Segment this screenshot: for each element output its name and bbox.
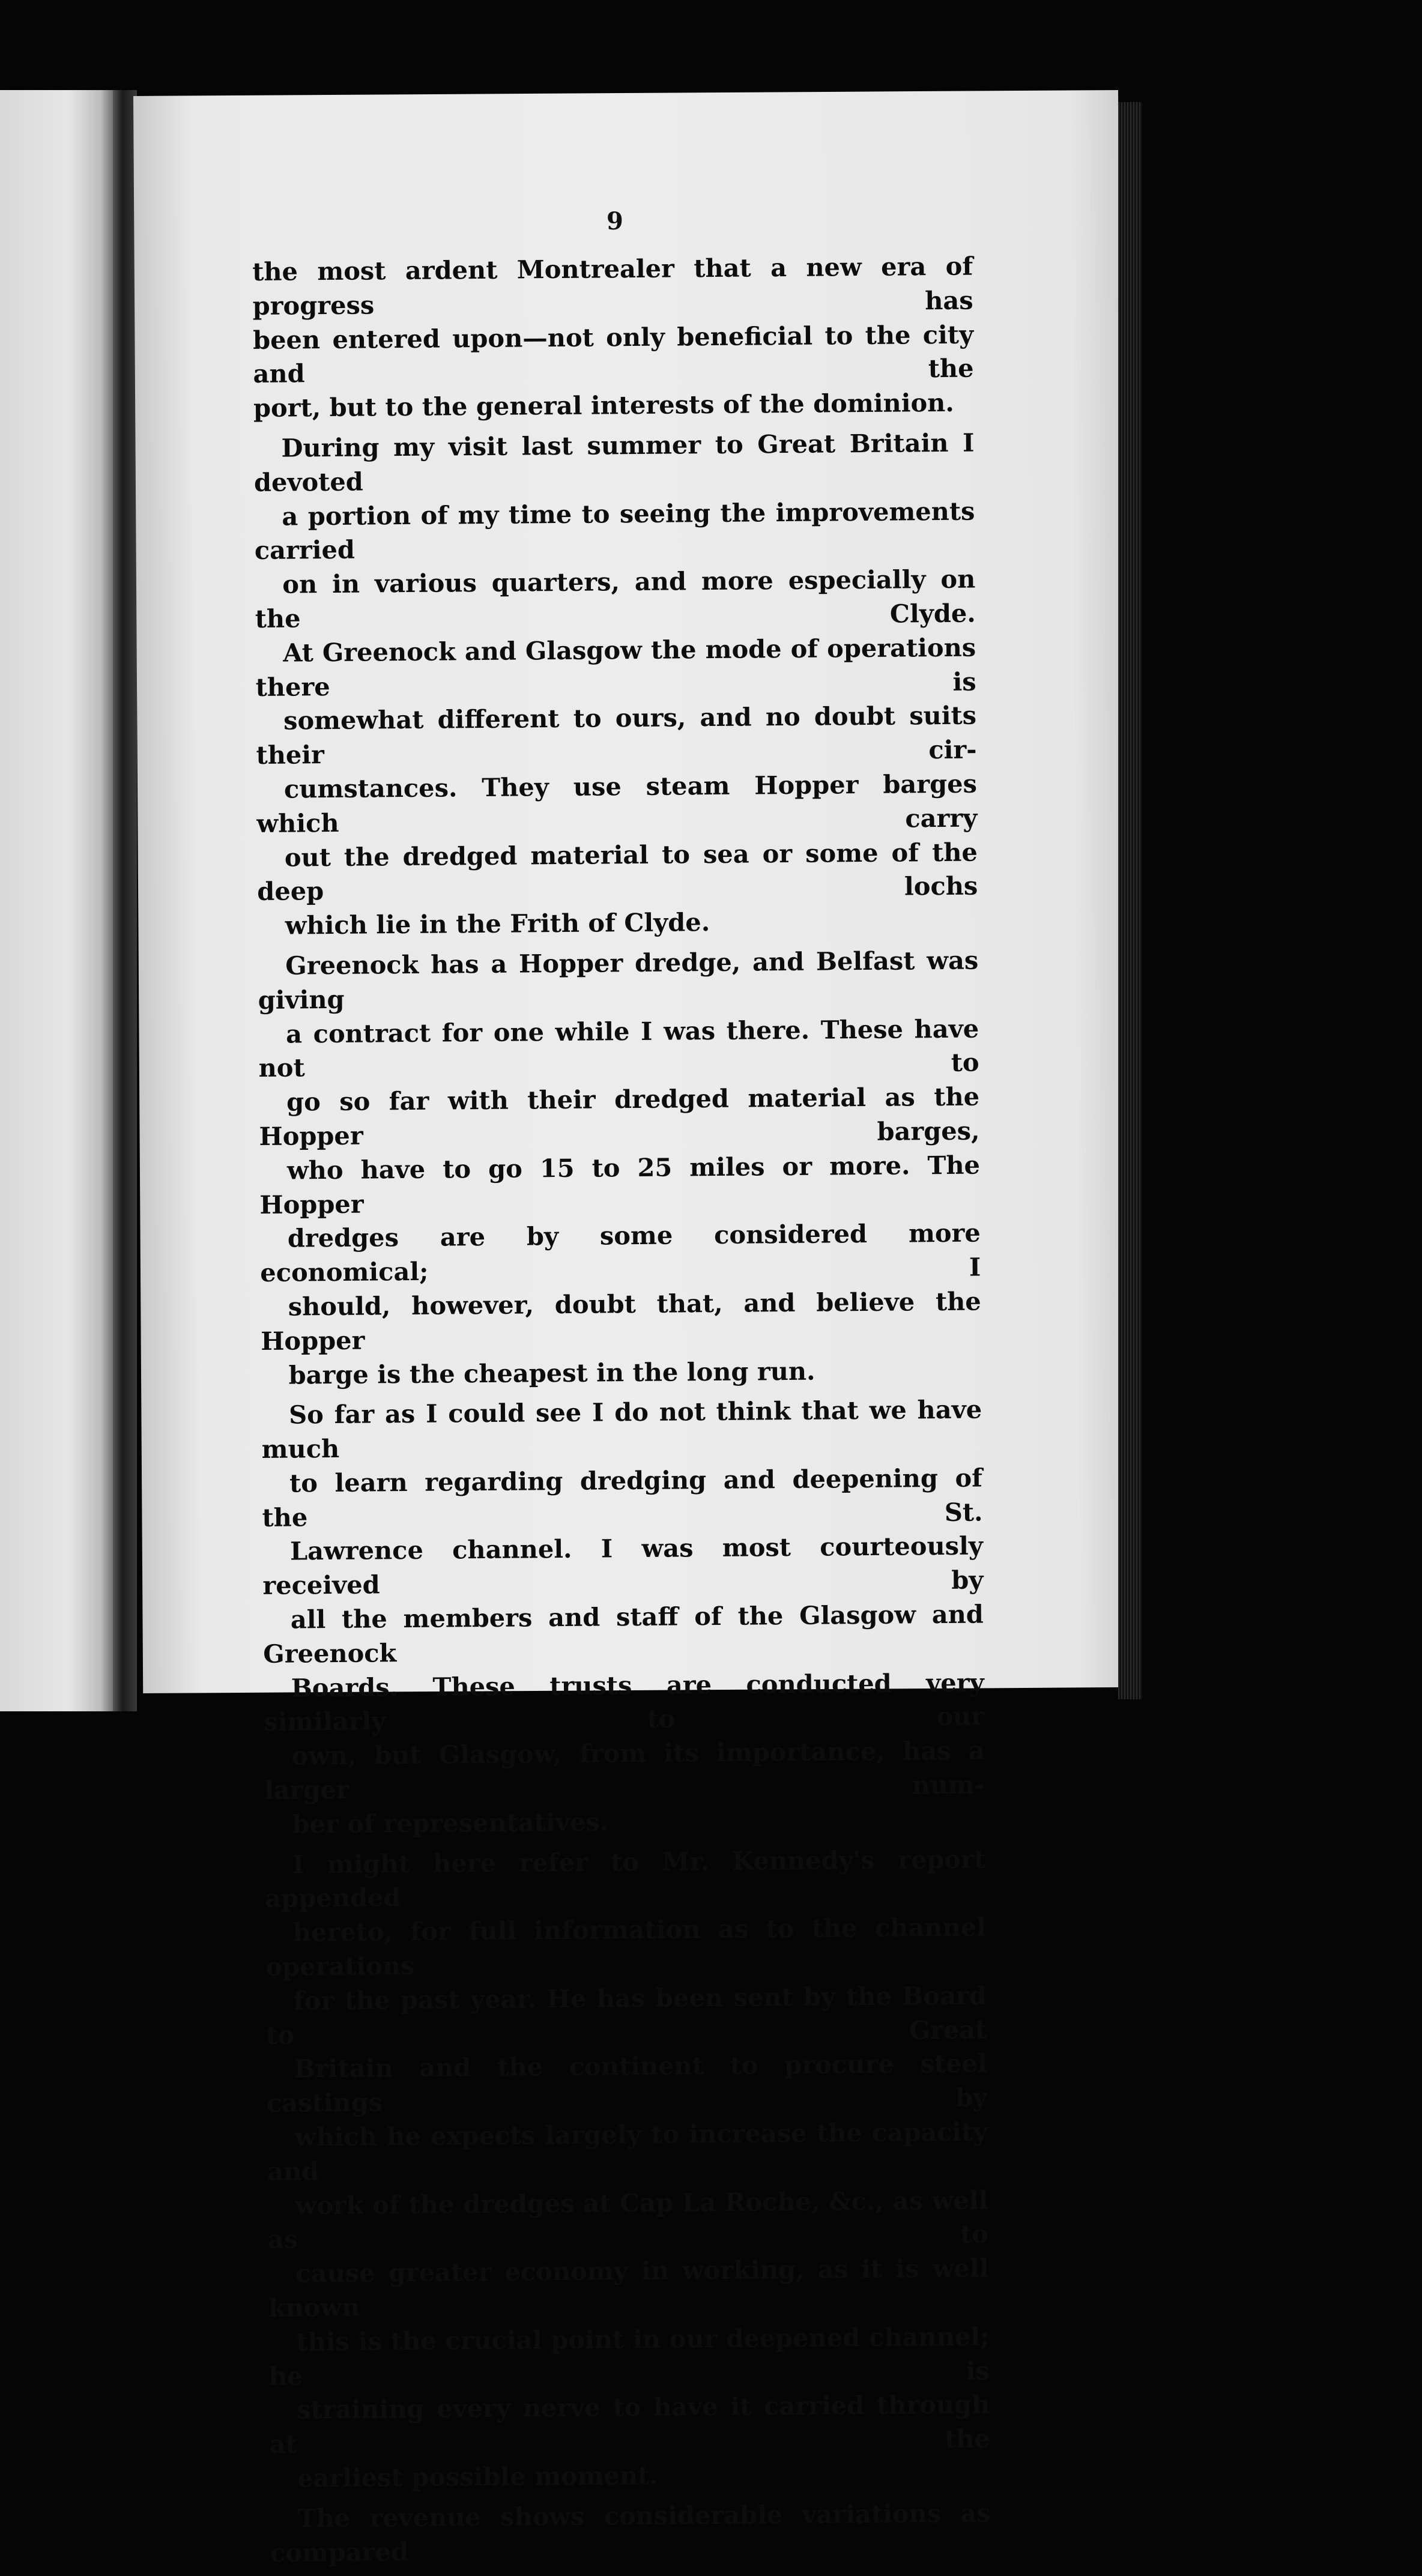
- text-line: cumstances. They use steam Hopper barges which carry: [256, 769, 978, 838]
- paragraph-3: [258, 943, 982, 1392]
- paragraph-5: [265, 1842, 990, 2496]
- left-facing-page: [0, 90, 114, 1711]
- text-line: ber of representatives.: [292, 1807, 609, 1839]
- text-line: work of the dredges at Cap La Roche, &c., as well as to: [267, 2185, 989, 2255]
- book-gutter: [113, 90, 137, 1711]
- text-line: earliest possible moment.: [297, 2460, 658, 2493]
- text-line: port, but to the general interests of the dominion.: [253, 388, 954, 423]
- text-line: straining every nerve to have it carried through at the: [269, 2389, 990, 2460]
- text-line: who have to go 15 to 25 miles or more. The Hopper: [259, 1150, 981, 1220]
- text-line: During my visit last summer to Great Britain I devoted: [253, 428, 975, 497]
- text-line: been entered upon—not only beneficial to the city and the: [252, 319, 974, 389]
- text-line: barge is the cheapest in the long run.: [288, 1356, 815, 1390]
- text-line: which lie in the Frith of Clyde.: [285, 907, 710, 940]
- text-line: So far as I could see I do not think that we have much: [261, 1394, 982, 1465]
- paragraph-4: [261, 1393, 985, 1842]
- text-line: Greenock has a Hopper dredge, and Belfast was giving: [258, 945, 979, 1015]
- text-line: out the dredged material to sea or some of the deep lochs: [257, 837, 978, 907]
- text-line: all the members and staff of the Glasgow and Greenock: [263, 1599, 984, 1669]
- text-line: I might here refer to Mr. Kennedy's report appended: [265, 1844, 986, 1914]
- text-line: dredges are by some considered more economical; I: [260, 1218, 981, 1288]
- text-line: hereto, for full information as to the channel operations: [265, 1912, 987, 1982]
- text-line: on in various quarters, and more especially on the Clyde.: [255, 564, 976, 633]
- text-line: At Greenock and Glasgow the mode of operations there is: [255, 632, 976, 702]
- text-line: a portion of my time to seeing the improvements carried: [254, 496, 975, 566]
- text-line: own, but Glasgow, from its importance, has a larger num-: [264, 1735, 985, 1805]
- page-edges: [1118, 102, 1142, 1699]
- text-line: to learn regarding dredging and deepening of the St.: [262, 1463, 983, 1532]
- text-line: go so far with their dredged material as the Hopper barges,: [259, 1081, 980, 1151]
- text-line: Lawrence channel. I was most courteously received by: [262, 1531, 984, 1601]
- text-line: should, however, doubt that, and believe the Hopper: [261, 1286, 981, 1356]
- text-line: The revenue shows considerable variations as compared: [270, 2498, 991, 2568]
- text-line: which he expects largely to increase the capacity and: [267, 2117, 988, 2186]
- page-body: [252, 250, 991, 2576]
- text-line: cause greater economy in working, as it is well known: [268, 2253, 989, 2323]
- paragraph-2: [253, 426, 978, 943]
- text-line: Britain and the continent to procure steel castings by: [266, 2048, 988, 2118]
- page-number: 9: [607, 207, 623, 235]
- text-line: Boards. These trusts are conducted very similarly to our: [263, 1667, 985, 1737]
- text-line: this is the crucial point in our deepened channel; he is: [268, 2321, 990, 2391]
- text-line: a contract for one while I was there. These have not to: [258, 1014, 979, 1083]
- paragraph-1: [252, 250, 974, 426]
- paragraph-6: [270, 2496, 991, 2570]
- text-line: the most ardent Montrealer that a new era of progress has: [252, 251, 973, 321]
- text-line: for the past year. He has been sent by the Board to Great: [266, 1980, 987, 2050]
- text-line: somewhat different to ours, and no doubt suits their cir-: [256, 700, 977, 770]
